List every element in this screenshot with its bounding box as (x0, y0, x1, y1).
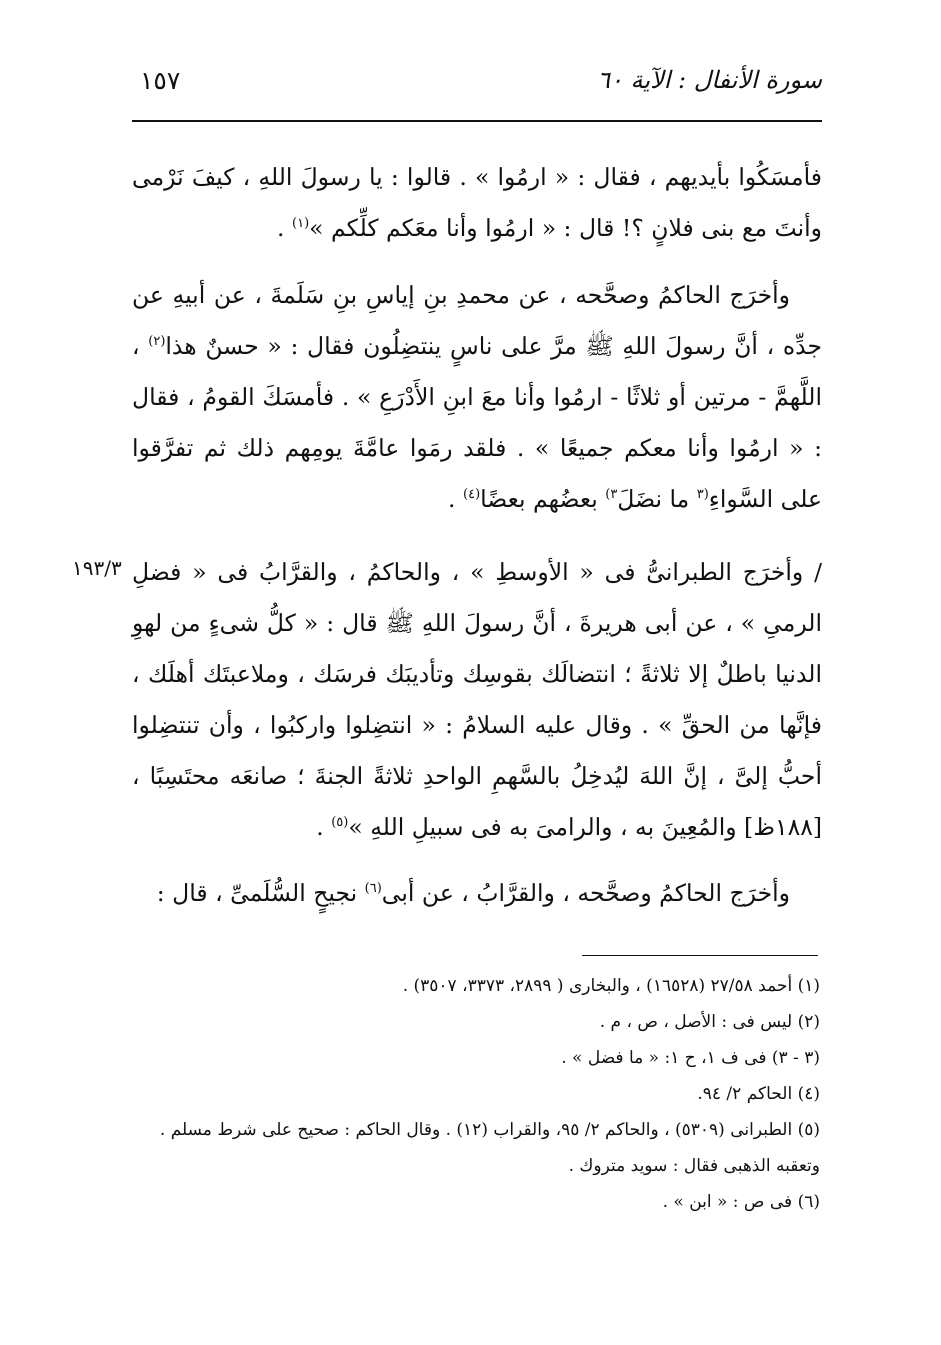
paragraph-text: وأخرَج الحاكمُ وصحَّحه ، والقرَّابُ ، عن أبى (381, 879, 790, 907)
footnote-divider (582, 955, 818, 956)
paragraph-tail: . (277, 214, 292, 242)
footnote-ref: (٦) (364, 881, 382, 897)
paragraph-3 (132, 547, 822, 853)
paragraph-2 (132, 270, 822, 525)
footnote-4: (٤) الحاكم ٢/ ٩٤. (697, 1084, 820, 1104)
paragraph-tail: . (316, 813, 332, 841)
footnote-ref: (٢) (148, 334, 166, 350)
footnotes (132, 968, 820, 1220)
paragraph-text: وأخرَج الحاكمُ وصحَّحه ، عن محمدِ بنِ إياسِ بنِ سَلَمةَ ، عن أبيهِ عن جدِّه ، أنَّ رسولَ اللهِ ﷺ مرَّ على ناسٍ ينتضِلُون فقال : « حسنٌ هذا (132, 281, 822, 360)
footnote-ref: ٣) (605, 487, 618, 503)
header-divider (132, 120, 822, 122)
paragraph-4 (132, 868, 822, 919)
footnote-5: (٥) الطبرانى (٥٣٠٩) ، والحاكم ٢/ ٩٥، والقراب (١٢) . وقال الحاكم : صحيح على شرط مسلم . (159, 1120, 820, 1140)
paragraph-text: فأمسَكُوا بأيديهم ، فقال : « ارمُوا » . قالوا : يا رسولَ اللهِ ، كيفَ نَرْمى وأنتَ مع بنى فلانٍ ؟! قال : « ارمُوا وأنا معَكم كلِّكم » (132, 163, 822, 242)
footnote-ref: (٥) (331, 815, 349, 831)
page-number: ١٥٧ (140, 66, 181, 95)
footnote-5-continued: وتعقبه الذهبى فقال : سويد متروك . (568, 1156, 820, 1176)
paragraph-text-d: بعضُهم بعضًا (480, 485, 606, 513)
footnote-ref: (٤) (463, 487, 481, 503)
paragraph-text-b: ، اللَّهمَّ - مرتين أو ثلاثًا - ارمُوا وأنا معَ ابنِ الأَدْرَعِ » . فأمسَكَ القومُ ، فقال : « ارمُوا وأنا معكم جميعًا » . فلقد رمَوا عامَّةَ يومِهم ذلك ثم تفرَّقوا على السَّواءِ (132, 332, 822, 513)
margin-reference: ١٩٣/٣ (72, 556, 122, 580)
surah-title: سورة الأنفال : الآية ٦٠ (597, 66, 822, 94)
footnote-1: (١) أحمد ٢٧/٥٨ (١٦٥٢٨) ، والبخارى ( ٢٨٩٩، ٣٣٧٣، ٣٥٠٧) . (402, 976, 820, 996)
footnote-ref: (١) (292, 216, 310, 232)
footnote-6: (٦) فى ص : « ابن » . (662, 1192, 820, 1212)
paragraph-text-c: ما نضَلَ (617, 485, 697, 513)
running-header (132, 66, 822, 116)
paragraph-tail: . (448, 485, 463, 513)
footnote-3: (٣ - ٣) فى ف ١، ح ١: « ما فضل » . (561, 1048, 820, 1068)
paragraph-tail: نجيحٍ السُّلَمىِّ ، قال : (156, 879, 365, 907)
paragraph-text: / وأخرَج الطبرانىُّ فى « الأوسطِ » ، والحاكمُ ، والقرَّابُ فى « فضلِ الرمىِ » ، عن أبى هريرةَ ، أنَّ رسولَ اللهِ ﷺ قال : « كلُّ شىءٍ من لهوِ الدنيا باطلٌ إلا ثلاثةً ؛ انتضالَك بقوسِك وتأديبَك فرسَك ، وملاعبتَك أهلَك ، فإنَّها من الحقِّ » . وقال عليه السلامُ : « انتضِلوا واركبُوا ، وأن تنتضِلوا أحبُّ إلىَّ ، إنَّ اللهَ ليُدخِلُ بالسَّهمِ الواحدِ ثلاثةً الجنةَ ؛ صانعَه محتَسِبًا ، [١٨٨ظ] والمُعِينَ به ، والرامىَ به فى سبيلِ اللهِ » (132, 558, 822, 841)
paragraph-1 (132, 152, 822, 254)
footnote-2: (٢) ليس فى : الأصل ، ص ، م . (599, 1012, 820, 1032)
footnote-ref: (٣ (696, 487, 709, 503)
